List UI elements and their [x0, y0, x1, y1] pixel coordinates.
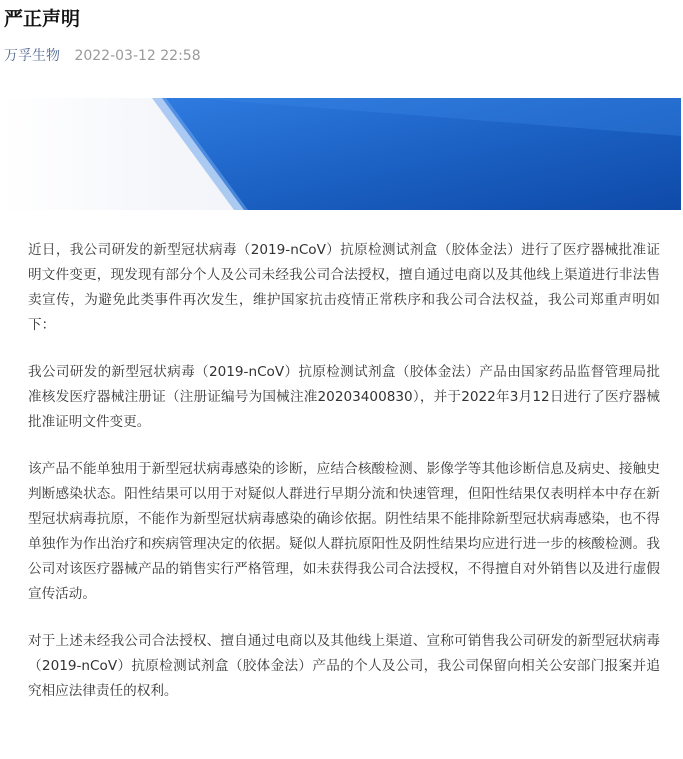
author-link[interactable]: 万孚生物 — [4, 48, 60, 64]
article-meta — [4, 46, 201, 66]
paragraph-1: 近日，我公司研发的新型冠状病毒（2019-nCoV）抗原检测试剂盒（胶体金法）进行了医疗器械批准证明文件变更，现发现有部分个人及公司未经我公司合法授权，擅自通过电商以及其他线上渠道进行非法售卖宣传，为避免此类事件再次发生，维护国家抗击疫情正常秩序和我公司合法权益，我公司郑重声明如下： — [28, 242, 660, 333]
article-title: 严正声明 — [4, 8, 81, 30]
publish-date: 2022-03-12 22:58 — [74, 48, 201, 64]
article-body — [28, 238, 660, 726]
paragraph-4: 对于上述未经我公司合法授权、擅自通过电商以及其他线上渠道、宣称可销售我公司研发的新型冠状病毒（2019-nCoV）抗原检测试剂盒（胶体金法）产品的个人及公司，我公司保留向相关公安部门报案并追究相应法律责任的权利。 — [28, 633, 660, 699]
paragraph-3: 该产品不能单独用于新型冠状病毒感染的诊断，应结合核酸检测、影像学等其他诊断信息及病史、接触史判断感染状态。阳性结果可以用于对疑似人群进行早期分流和快速管理，但阳性结果仅表明样本中存在新型冠状病毒抗原，不能作为新型冠状病毒感染的确诊依据。阴性结果不能排除新型冠状病毒感染，也不得单独作为作出治疗和疾病管理决定的依据。疑似人群抗原阳性及阴性结果均应进行进一步的核酸检测。我公司对该医疗器械产品的销售实行严格管理，如未获得我公司合法授权，不得擅自对外销售以及进行虚假宣传活动。 — [28, 461, 660, 602]
header-banner-image — [2, 98, 681, 210]
paragraph-2: 我公司研发的新型冠状病毒（2019-nCoV）抗原检测试剂盒（胶体金法）产品由国家药品监督管理局批准核发医疗器械注册证（注册证编号为国械注准20203400830），并于2022年3月12日进行了医疗器械批准证明文件变更。 — [28, 364, 660, 430]
